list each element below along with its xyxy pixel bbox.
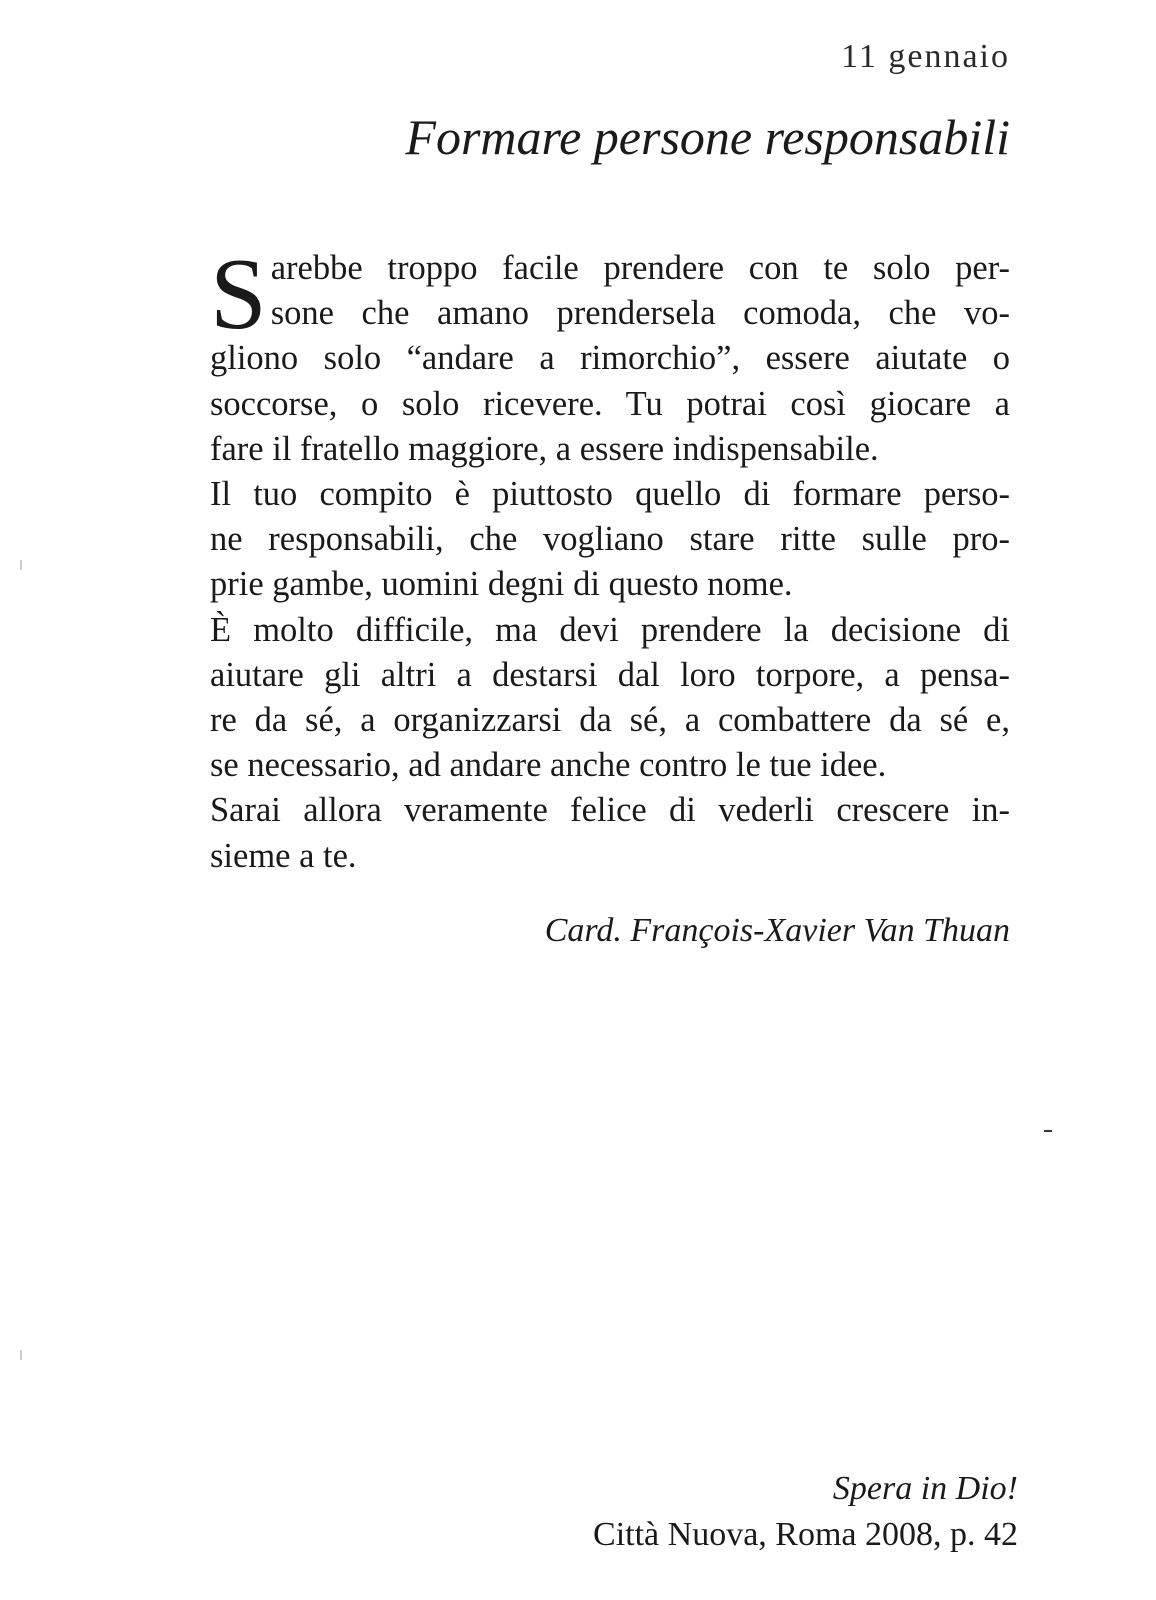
body-line: gliono solo “andare a rimorchio”, essere aiutate o <box>210 339 1010 378</box>
drop-cap: S <box>210 238 267 351</box>
body-line: Sarai allora veramente felice di vederli crescere in- <box>210 791 1010 830</box>
source-book-title: Spera in Dio! <box>832 1470 1018 1507</box>
page-title: Formare persone responsabili <box>405 109 1010 165</box>
scan-speck <box>20 560 22 570</box>
body-line: re da sé, a organizzarsi da sé, a combattere da sé e, <box>210 701 1010 740</box>
margin-mark <box>1044 1130 1052 1132</box>
body-line: È molto difficile, ma devi prendere la decisione di <box>210 610 1010 649</box>
body-line: se necessario, ad andare anche contro le tue idee. <box>210 746 887 785</box>
drop-cap-lines <box>271 246 1010 336</box>
body-line: prie gambe, uomini degni di questo nome. <box>210 565 793 604</box>
author-attribution: Card. François-Xavier Van Thuan <box>544 912 1010 949</box>
scan-speck <box>20 1350 22 1360</box>
first-paragraph-opening <box>210 238 1010 351</box>
body-line: soccorse, o solo ricevere. Tu potrai così giocare a <box>210 384 1010 423</box>
body-line: arebbe troppo facile prendere con te solo per- <box>270 249 1010 287</box>
body-line: fare il fratello maggiore, a essere indispensabile. <box>210 429 879 468</box>
body-line: aiutare gli altri a destarsi dal loro torpore, a pensa- <box>210 655 1010 694</box>
body-line: ne responsabili, che vogliano stare ritte sulle pro- <box>210 520 1010 559</box>
body-line: Il tuo compito è piuttosto quello di formare perso- <box>210 475 1010 514</box>
body-text <box>210 238 1010 879</box>
body-line: sone che amano prendersela comoda, che vo- <box>270 294 1010 333</box>
body-line: sieme a te. <box>210 836 357 875</box>
source-publisher: Città Nuova, Roma 2008, p. 42 <box>593 1516 1018 1553</box>
date-header: 11 gennaio <box>841 38 1010 75</box>
